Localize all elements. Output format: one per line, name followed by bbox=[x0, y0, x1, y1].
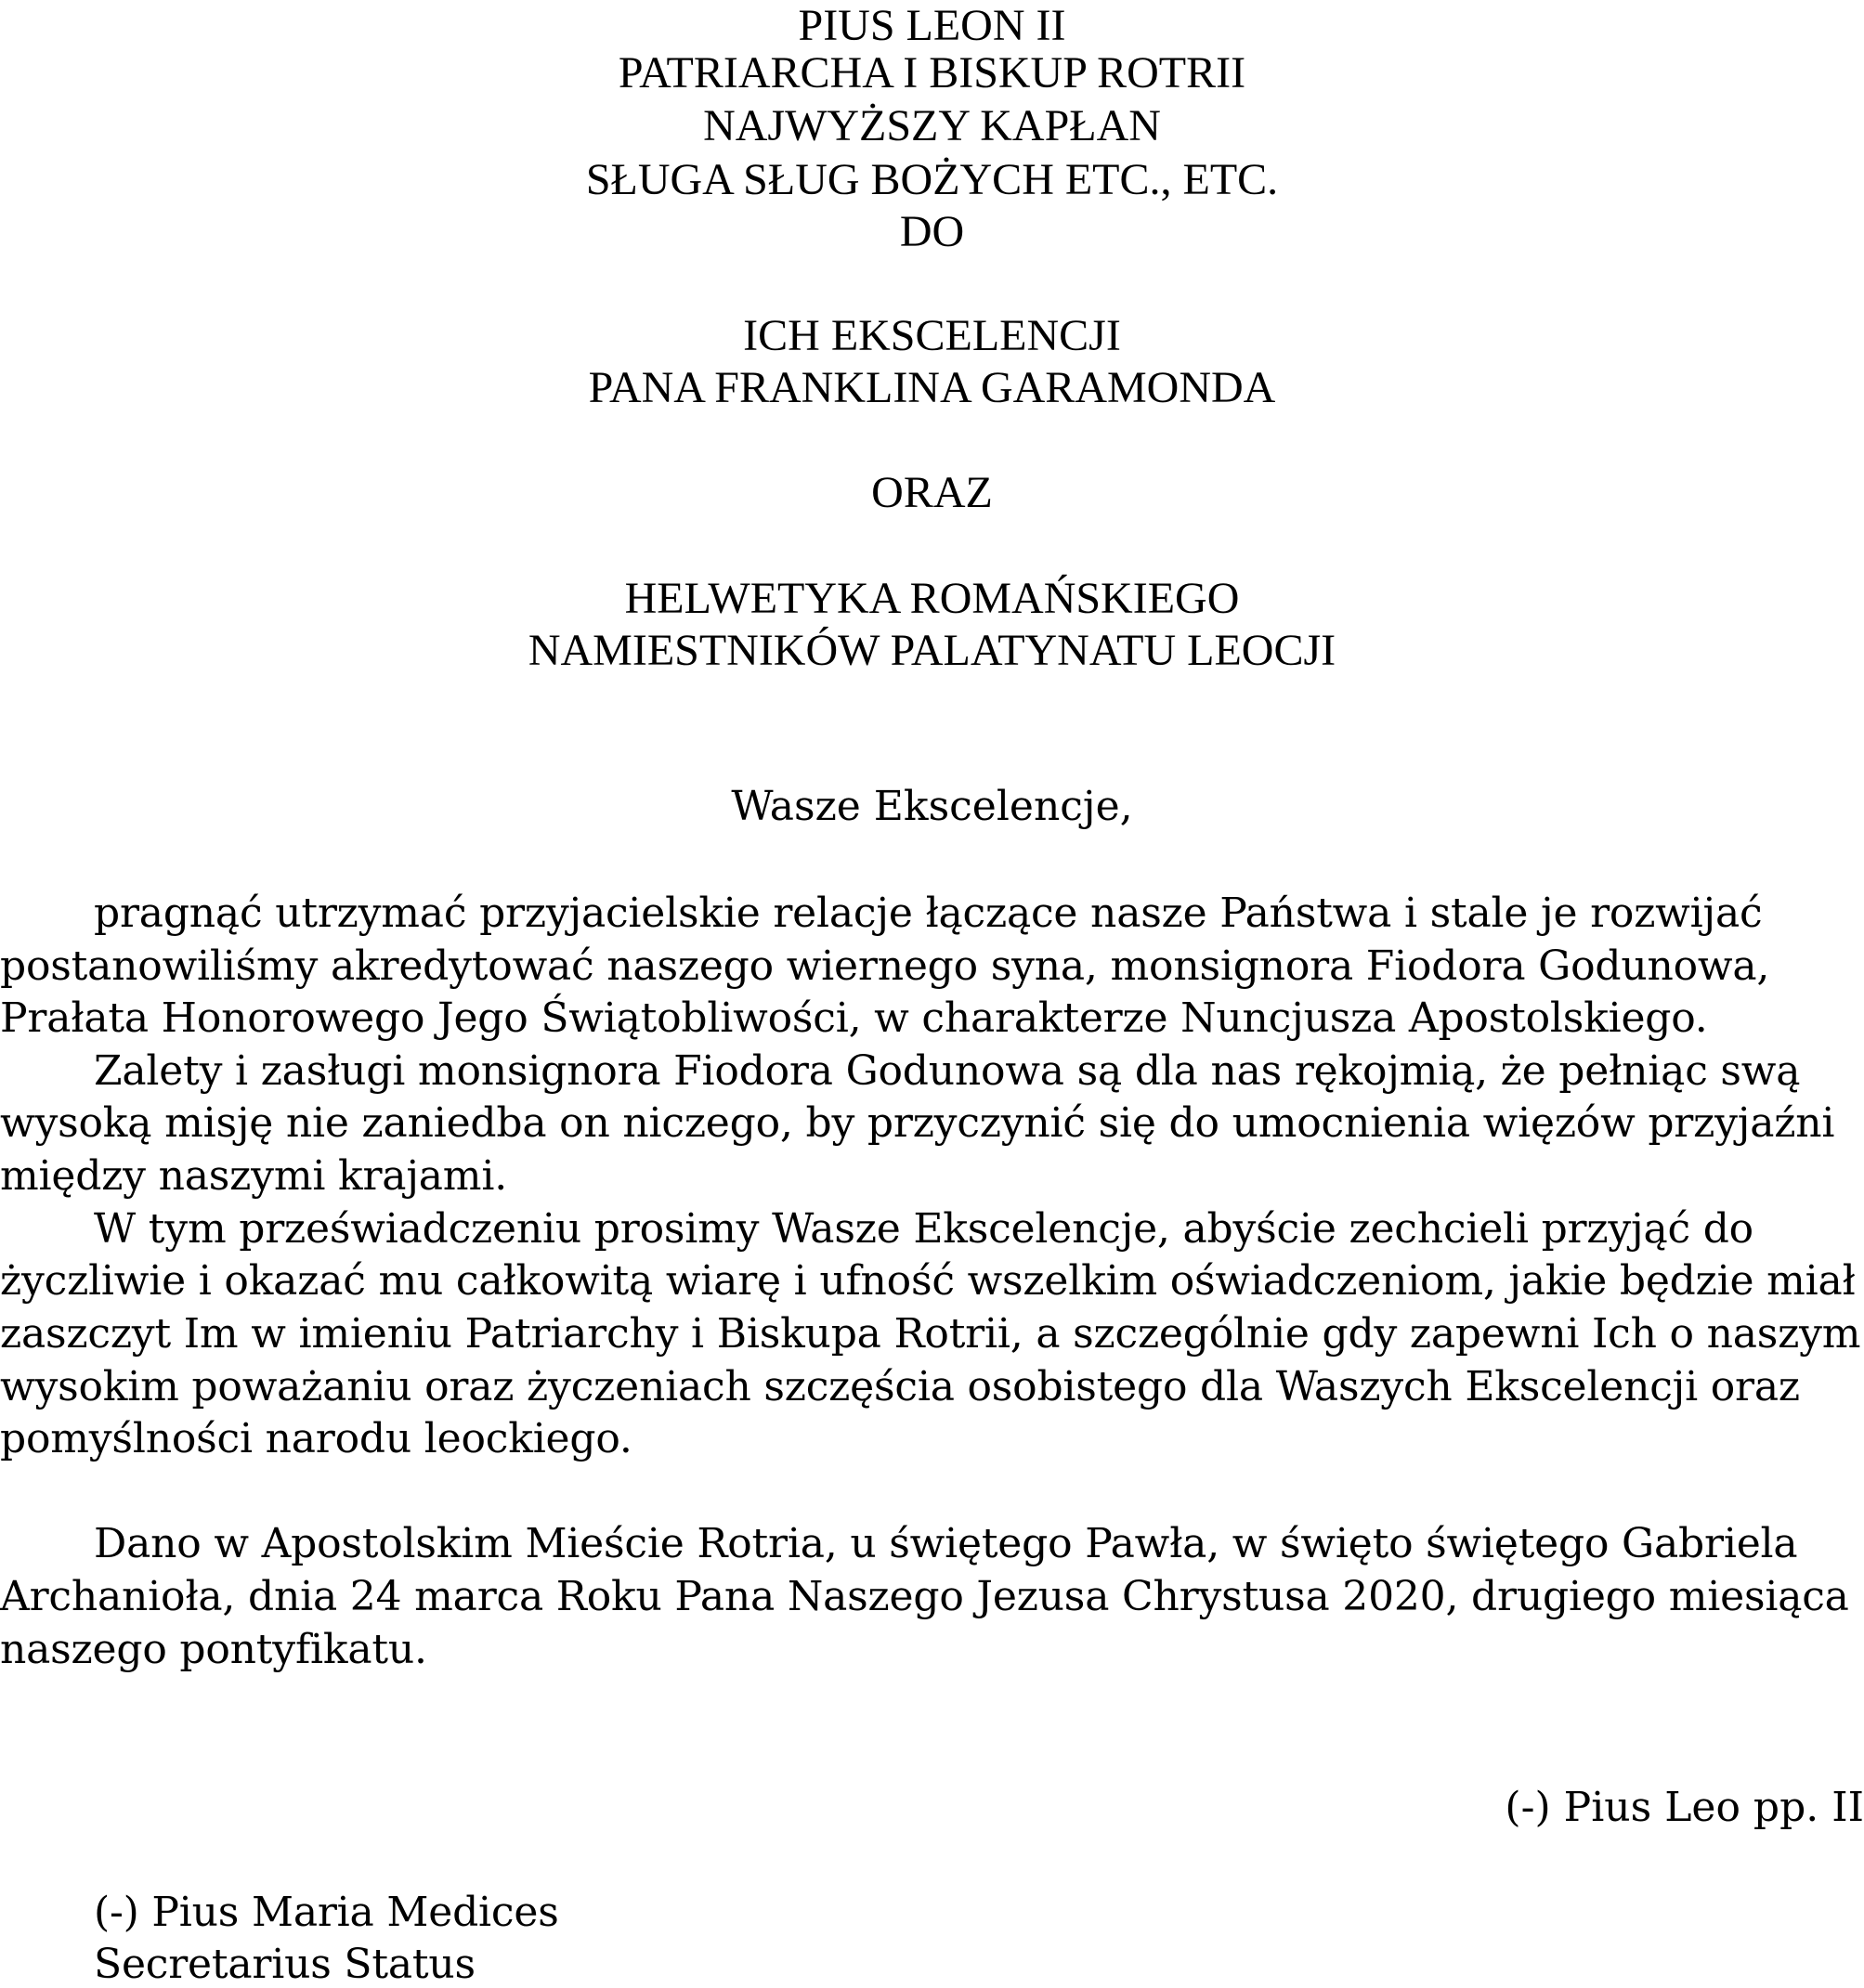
paragraph-line: Archanioła, dnia 24 marca Roku Pana Naszego Jezusa Chrystusa 2020, drugiego miesiąca bbox=[0, 1573, 1849, 1620]
header-line-excellencies: ICH EKSCELENCJI bbox=[743, 311, 1121, 360]
header-line-priest: NAJWYŻSZY KAPŁAN bbox=[703, 101, 1161, 150]
paragraph-line: między naszymi krajami. bbox=[0, 1152, 507, 1200]
paragraph-line: Dano w Apostolskim Mieście Rotria, u świętego Pawła, w święto świętego Gabriela bbox=[94, 1520, 1798, 1567]
paragraph-line: Prałata Honorowego Jego Świątobliwości, w charakterze Nuncjusza Apostolskiego. bbox=[0, 994, 1708, 1042]
header-line-servant: SŁUGA SŁUG BOŻYCH ETC., ETC. bbox=[585, 155, 1279, 204]
paragraph-line: pomyślności narodu leockiego. bbox=[0, 1415, 632, 1462]
paragraph-line: życzliwie i okazać mu całkowitą wiarę i ufność wszelkim oświadczeniom, jakie będzie miał bbox=[0, 1257, 1856, 1305]
salutation: Wasze Ekscelencje, bbox=[731, 783, 1133, 830]
header-line-addressee-1: PANA FRANKLINA GARAMONDA bbox=[588, 363, 1276, 412]
secretary-title: Secretarius Status bbox=[94, 1941, 476, 1988]
secretary-signature: (-) Pius Maria Medices bbox=[94, 1889, 559, 1936]
paragraph-line: W tym przeświadczeniu prosimy Wasze Ekscelencje, abyście zechcieli przyjąć do bbox=[94, 1205, 1753, 1253]
paragraph-line: zaszczyt Im w imieniu Patriarchy i Biskupa Rotrii, a szczególnie gdy zapewni Ich o naszym bbox=[0, 1310, 1861, 1358]
header-line-and: ORAZ bbox=[871, 468, 993, 517]
header-line-pope-name: PIUS LEON II bbox=[798, 1, 1066, 50]
header-line-title: PATRIARCHA I BISKUP ROTRII bbox=[618, 48, 1246, 97]
pope-signature: (-) Pius Leo pp. II bbox=[1505, 1784, 1864, 1831]
paragraph-line: naszego pontyfikatu. bbox=[0, 1626, 427, 1673]
paragraph-line: pragnąć utrzymać przyjacielskie relacje łączące nasze Państwa i stale je rozwijać bbox=[94, 890, 1763, 937]
paragraph-line: postanowiliśmy akredytować naszego wiernego syna, monsignora Fiodora Godunowa, bbox=[0, 942, 1770, 990]
paragraph-line: wysoką misję nie zaniedba on niczego, by przyczynić się do umocnienia więzów przyjaźni bbox=[0, 1099, 1835, 1147]
header-line-regents: NAMIESTNIKÓW PALATYNATU LEOCJI bbox=[528, 626, 1336, 675]
paragraph-line: wysokim poważaniu oraz życzeniach szczęścia osobistego dla Waszych Ekscelencji oraz bbox=[0, 1363, 1800, 1410]
paragraph-line: Zalety i zasługi monsignora Fiodora Godunowa są dla nas rękojmią, że pełniąc swą bbox=[94, 1047, 1801, 1095]
header-line-addressee-2: HELWETYKA ROMAŃSKIEGO bbox=[624, 574, 1240, 623]
header-line-to: DO bbox=[899, 207, 965, 256]
